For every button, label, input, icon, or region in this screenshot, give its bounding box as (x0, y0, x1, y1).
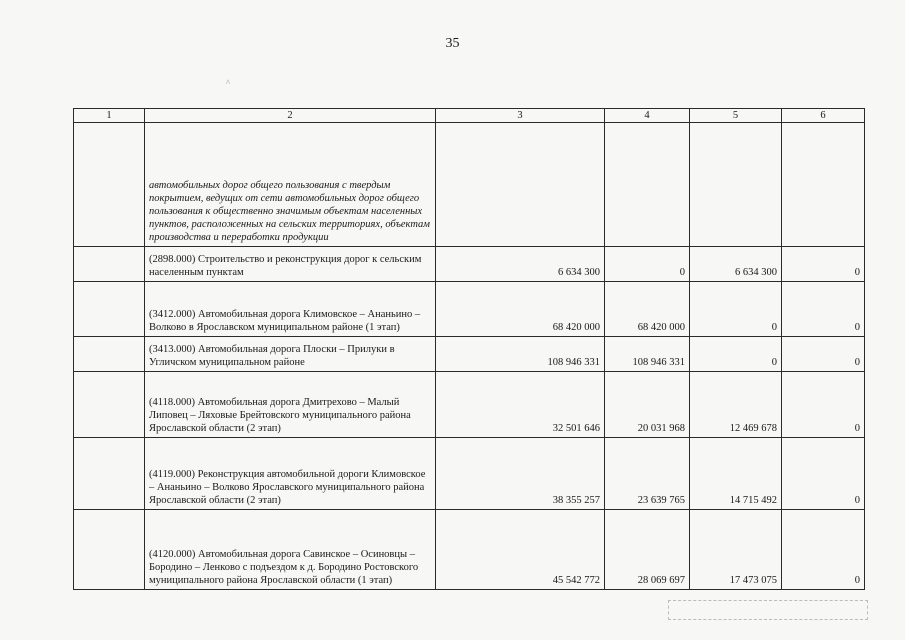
row-index (74, 510, 145, 590)
table-row (74, 438, 865, 510)
col4-cell: 23 639 765 (605, 438, 690, 510)
registration-stamp (668, 600, 868, 620)
table-row (74, 510, 865, 590)
total-cell (436, 123, 605, 247)
col6-cell: 0 (782, 247, 865, 282)
column-header: 3 (436, 109, 605, 123)
col6-cell: 0 (782, 337, 865, 372)
row-name: (4118.000) Автомобильная дорога Дмитрехово – Малый Липовец – Ляховые Брейтовского муниципального района Ярославской области (2 этап) (145, 372, 436, 438)
row-index (74, 438, 145, 510)
col4-cell: 28 069 697 (605, 510, 690, 590)
col6-cell (782, 123, 865, 247)
table-row (74, 123, 865, 247)
column-header: 2 (145, 109, 436, 123)
row-name: (2898.000) Строительство и реконструкция дорог к сельским населенным пунктам (145, 247, 436, 282)
row-name: автомобильных дорог общего пользования с твердым покрытием, ведущих от сети автомобильных дорог общего пользования к общественно значимым объектам населенных пунктов, расположенных на сельских территориях, объектам производства и переработки продукции (145, 123, 436, 247)
col4-cell: 0 (605, 247, 690, 282)
scan-mark: ^ (226, 78, 231, 88)
column-header: 1 (74, 109, 145, 123)
col4-cell: 68 420 000 (605, 282, 690, 337)
col6-cell: 0 (782, 282, 865, 337)
page-number: 35 (445, 36, 460, 51)
col5-cell: 0 (690, 337, 782, 372)
column-header: 6 (782, 109, 865, 123)
table-row (74, 282, 865, 337)
table-header-row (74, 109, 865, 123)
col4-cell: 108 946 331 (605, 337, 690, 372)
total-cell: 32 501 646 (436, 372, 605, 438)
col5-cell: 6 634 300 (690, 247, 782, 282)
col5-cell: 17 473 075 (690, 510, 782, 590)
col4-cell (605, 123, 690, 247)
col6-cell: 0 (782, 438, 865, 510)
total-cell: 38 355 257 (436, 438, 605, 510)
col6-cell: 0 (782, 372, 865, 438)
column-header: 4 (605, 109, 690, 123)
row-name: (3413.000) Автомобильная дорога Плоски – Прилуки в Угличском муниципальном районе (145, 337, 436, 372)
col5-cell: 12 469 678 (690, 372, 782, 438)
col5-cell: 0 (690, 282, 782, 337)
column-header: 5 (690, 109, 782, 123)
col5-cell: 14 715 492 (690, 438, 782, 510)
total-cell: 108 946 331 (436, 337, 605, 372)
row-index (74, 247, 145, 282)
row-index (74, 123, 145, 247)
budget-table (73, 108, 865, 590)
table-row (74, 337, 865, 372)
row-index (74, 337, 145, 372)
col6-cell: 0 (782, 510, 865, 590)
row-index (74, 282, 145, 337)
row-name: (3412.000) Автомобильная дорога Климовское – Ананьино – Волково в Ярославском муниципальном районе (1 этап) (145, 282, 436, 337)
col5-cell (690, 123, 782, 247)
col4-cell: 20 031 968 (605, 372, 690, 438)
row-name: (4119.000) Реконструкция автомобильной дороги Климовское – Ананьино – Волково Ярославского муниципального района Ярославской области (2 этап) (145, 438, 436, 510)
row-index (74, 372, 145, 438)
table-row (74, 372, 865, 438)
row-name: (4120.000) Автомобильная дорога Савинское – Осиновцы – Бородино – Ленково с подъездом к д. Бородино Ростовского муниципального района Ярославской области (1 этап) (145, 510, 436, 590)
table-row (74, 247, 865, 282)
total-cell: 45 542 772 (436, 510, 605, 590)
total-cell: 6 634 300 (436, 247, 605, 282)
total-cell: 68 420 000 (436, 282, 605, 337)
